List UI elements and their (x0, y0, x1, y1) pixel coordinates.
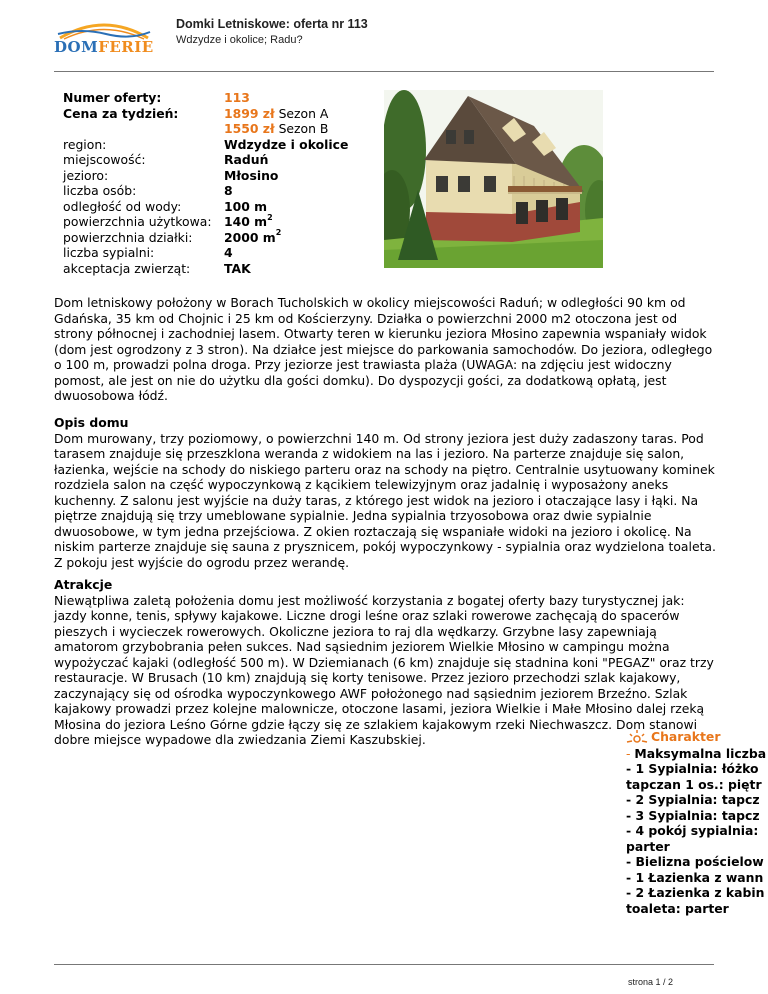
characteristic-item-continued (626, 777, 768, 793)
info-value: TAK (224, 260, 251, 276)
characteristic-item (626, 854, 768, 870)
info-value: 4 (224, 245, 233, 260)
info-value: Raduń (224, 152, 269, 167)
item-dash: - (626, 807, 636, 823)
item-text: Maksymalna liczba (634, 745, 767, 761)
item-text: parter (626, 838, 670, 854)
characteristic-item-continued (626, 901, 768, 917)
item-dash: - (626, 792, 636, 807)
characteristic-item-continued (626, 839, 768, 855)
info-row-pets (63, 261, 348, 277)
characteristic-item (626, 808, 768, 824)
info-key: liczba osób: (63, 183, 137, 198)
info-value: Młosino (224, 167, 279, 183)
logo-text-dom: DOM (54, 38, 99, 56)
item-text: 2 Sypialnia: tapcz (635, 792, 760, 807)
intro-section (54, 295, 716, 404)
price-season-b: 1550 zł (224, 121, 275, 136)
info-key: powierzchnia działki: (63, 229, 193, 245)
characteristics-box (626, 729, 768, 916)
characteristic-item (626, 885, 768, 901)
info-row-plot-area (63, 230, 348, 246)
info-value: 140 m (224, 214, 268, 229)
attractions-heading: Atrakcje (54, 577, 113, 592)
info-value: 2000 m (224, 229, 276, 245)
info-key: region: (63, 136, 107, 152)
offer-number-row (63, 90, 348, 106)
info-key: powierzchnia użytkowa: (63, 214, 212, 229)
price-row (63, 106, 348, 122)
document-subtitle: Wdzydze i okolice; Radu? (176, 34, 303, 46)
info-key: miejscowość: (63, 152, 146, 167)
info-key: akceptacja zwierząt: (63, 260, 191, 276)
attractions-body: Niewątpliwa zaletą położenia domu jest możliwość korzystania z bogatej oferty bazy turystycznej jak: jazdy konne, tenis, spływy kajakowe. Liczne drogi leśne oraz szlaki rowerowe zachęcają do spacerów pieszych i wycieczek rowerowych. Okoliczne jeziora to raj dla wędkarzy. Grzybne lasy zapewniają amatorom grzybobrania pełen sukces. Nad sąsiednim jeziorem Wielkie Młosino w campingu można wypożyczać kajaki (odległość 500 m). W Dziemianach (6 km) znajduje się stadnina koni "PEGAZ" oraz trzy restauracje. W Brusach (10 km) znajdują się korty tenisowe. Przez jezioro przechodzi szlak kajakowy, zaczynający się od ośrodka wypoczynkowego AWF położonego nad sąsiednim jeziorem Brzeźno. Szlak kajakowy prowadzi przez kolejne malownicze, otoczone lasami, jeziora Wielkie i Małe Młosino dalej rzeką Młosina do jeziora Leśno Górne gdzie łączy się ze szlakiem kajakowym rzeki Niechwaszcz. Dom stanowi dobre miejsce wypadowe dla zwiedzania Ziemi Kaszubskiej. (54, 592, 714, 747)
unit-superscript: 2 (275, 228, 282, 238)
info-value: Wdzydze i okolice (224, 136, 349, 152)
offer-number-label: Numer oferty: (63, 90, 162, 105)
item-text: 3 Sypialnia: tapcz (635, 807, 760, 823)
house-description-body: Dom murowany, trzy poziomowy, o powierzchni 140 m. Od strony jeziora jest duży zadaszony taras. Pod tarasem znajduje się przeszklona weranda z widokiem na las i jezioro. Na parterze znajduje się salon, łazienka, wejście na schody do niskiego parteru oraz na schody na piętro. Centralnie usytuowany kominek rozdziela salon na część wypoczynkową z kącikiem telewizyjnym oraz jadalnię i wyposażony aneks kuchenny. Z salonu jest wyjście na duży taras, z którego jest widok na jezioro i otaczające lasy i łąki. Na piętrze znajdują się trzy umeblowane sypialnie. Jedna sypialnia trzyosobowa oraz dwie sypialnie dwuosobowe, w tym jedna przejściowa. Z okien roztaczają się wspaniałe widoki na jezioro i okolicę. Na niskim parterze znajduje się sauna z prysznicem, pokój wypoczynkowy - sypialnia oraz wydzielona toaleta. Z pokoju jest wyjście do ogrodu przez werandę. (54, 430, 716, 570)
offer-number-value: 113 (224, 90, 250, 105)
info-key: odległość od wody: (63, 198, 182, 214)
info-key: liczba sypialni: (63, 245, 155, 260)
characteristic-item (626, 792, 768, 808)
characteristics-title (626, 729, 768, 745)
characteristics-title-text: Charakter (651, 729, 721, 744)
header-divider (54, 71, 714, 72)
price-season-a: 1899 zł (224, 105, 275, 121)
item-text: 4 pokój sypialnia: (635, 823, 759, 838)
logo-text-ferie: FERIE (98, 38, 154, 56)
info-value: 8 (224, 183, 233, 198)
unit-superscript: 2 (267, 212, 273, 222)
footer-divider (54, 964, 714, 965)
offer-info-table (63, 90, 348, 276)
attractions-section (54, 577, 716, 748)
price-row-b (63, 121, 348, 137)
season-a-label: Sezon A (278, 105, 329, 121)
item-text: 2 Łazienka z kabin (635, 885, 765, 900)
info-row-bedrooms (63, 245, 348, 261)
season-b-label: Sezon B (278, 121, 329, 136)
document-title: Domki Letniskowe: oferta nr 113 (176, 17, 368, 31)
item-text: toaleta: parter (626, 900, 729, 916)
sun-wave-logo-icon (54, 18, 154, 40)
info-row-persons (63, 183, 348, 199)
price-label: Cena za tydzień: (63, 105, 179, 121)
house-description-section (54, 415, 716, 570)
info-row-region (63, 137, 348, 153)
intro-paragraph: Dom letniskowy położony w Borach Tucholskich w okolicy miejscowości Raduń; w odległości 90 km od Gdańska, 35 km od Chojnic i 25 km od Kościerzyny. Działka o powierzchni 2000 m2 otoczona jest od strony północnej i zachodniej lasem. Otwarty teren w kierunku jeziora Młosino zapewnia wspaniały widok (dom jest ogrodzony z 3 stron). Na działce jest miejsce do parkowania samochodów. Do jeziora, odległego o 100 m, prowadzi polna droga. Przy jeziorze jest trawiasta plaża (UWAGA: na zdjęciu jest widoczny pomost, ale jest on nie do użytku dla gości domku). Do dyspozycji gości, za dodatkową opłatą, jest dwuosobowa łódź. (54, 295, 713, 403)
item-dash: - (626, 885, 636, 900)
item-text: 1 Łazienka z wann (635, 869, 764, 885)
info-row-lake (63, 168, 348, 184)
characteristic-item (626, 823, 768, 839)
info-row-water-distance (63, 199, 348, 215)
sun-icon (626, 730, 648, 744)
item-dash: - (626, 761, 636, 776)
info-row-usable-area (63, 214, 348, 230)
item-dash: - (626, 854, 636, 869)
item-text: 1 Sypialnia: łóżko (635, 761, 759, 776)
characteristic-item (626, 870, 768, 886)
characteristic-item (626, 746, 768, 762)
logo-wordmark (54, 38, 154, 56)
info-key: jezioro: (63, 167, 109, 183)
item-dash: - (626, 745, 635, 761)
info-row-town (63, 152, 348, 168)
characteristic-item (626, 761, 768, 777)
item-dash: - (626, 823, 636, 838)
item-dash: - (626, 869, 636, 885)
item-text: tapczan 1 os.: piętr (626, 776, 762, 792)
item-text: Bielizna pościelow (635, 854, 764, 869)
house-description-heading: Opis domu (54, 415, 129, 430)
page-number: strona 1 / 2 (628, 977, 674, 987)
domferie-logo (54, 18, 154, 62)
house-photo (384, 90, 603, 268)
info-value: 100 m (224, 198, 268, 214)
